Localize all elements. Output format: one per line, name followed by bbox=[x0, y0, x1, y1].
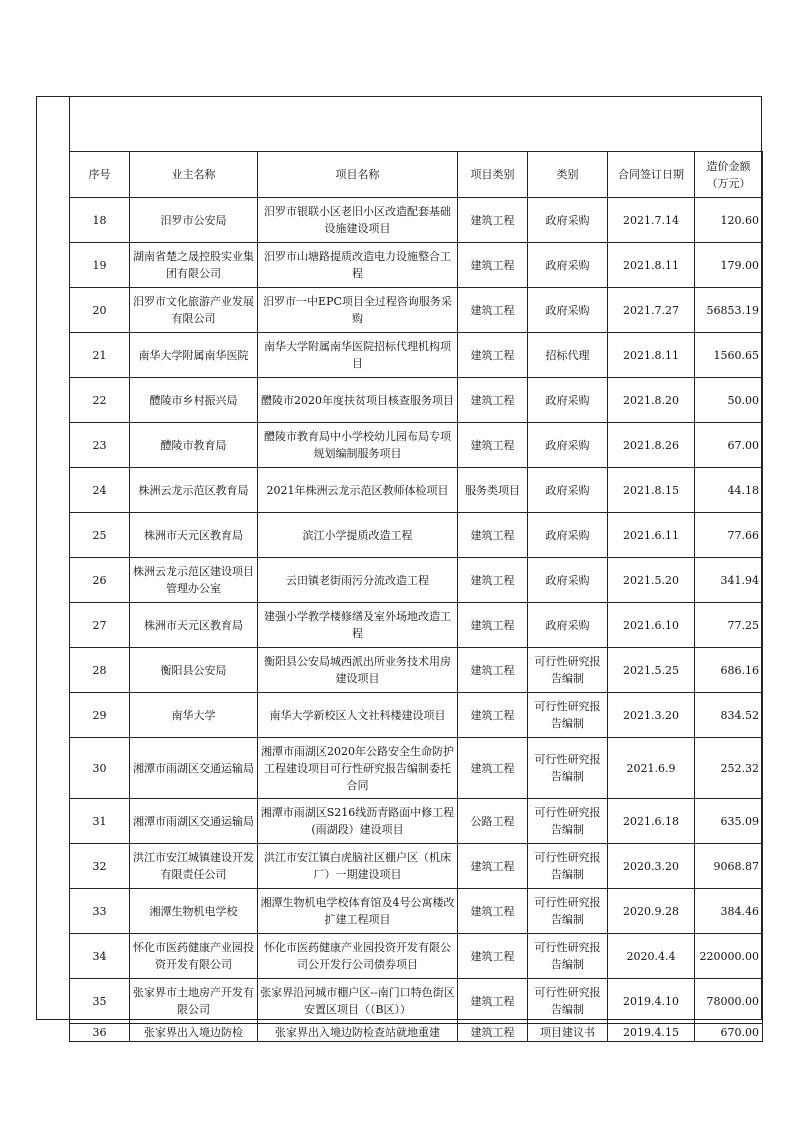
cell-category: 建筑工程 bbox=[458, 198, 528, 243]
table-row bbox=[70, 934, 763, 979]
cell-owner: 株洲云龙示范区教育局 bbox=[130, 468, 258, 513]
cell-type: 政府采购 bbox=[528, 423, 608, 468]
cell-owner: 株洲市天元区教育局 bbox=[130, 603, 258, 648]
cell-type: 政府采购 bbox=[528, 558, 608, 603]
cell-date: 2021.8.20 bbox=[608, 378, 695, 423]
cell-project: 醴陵市教育局中小学校幼儿园布局专项规划编制服务项目 bbox=[258, 423, 458, 468]
cell-date: 2021.5.20 bbox=[608, 558, 695, 603]
cell-no: 27 bbox=[70, 603, 130, 648]
header-date: 合同签订日期 bbox=[608, 152, 695, 198]
cell-owner: 醴陵市教育局 bbox=[130, 423, 258, 468]
cell-amount: 9068.87 bbox=[695, 844, 763, 889]
header-project: 项目名称 bbox=[258, 152, 458, 198]
cell-project: 2021年株洲云龙示范区教师体检项目 bbox=[258, 468, 458, 513]
table-row bbox=[70, 889, 763, 934]
cell-type: 政府采购 bbox=[528, 378, 608, 423]
cell-project: 衡阳县公安局城西派出所业务技术用房建设项目 bbox=[258, 648, 458, 693]
cell-category: 建筑工程 bbox=[458, 738, 528, 799]
cell-type: 可行性研究报告编制 bbox=[528, 738, 608, 799]
cell-project: 云田镇老街雨污分流改造工程 bbox=[258, 558, 458, 603]
cell-type: 可行性研究报告编制 bbox=[528, 693, 608, 738]
cell-date: 2019.4.15 bbox=[608, 1024, 695, 1042]
table-row bbox=[70, 288, 763, 333]
cell-owner: 张家界市土地房产开发有限公司 bbox=[130, 979, 258, 1024]
cell-type: 可行性研究报告编制 bbox=[528, 934, 608, 979]
cell-no: 28 bbox=[70, 648, 130, 693]
cell-category: 建筑工程 bbox=[458, 934, 528, 979]
cell-date: 2021.7.14 bbox=[608, 198, 695, 243]
cell-date: 2020.4.4 bbox=[608, 934, 695, 979]
cell-type: 政府采购 bbox=[528, 288, 608, 333]
cell-amount: 120.60 bbox=[695, 198, 763, 243]
table-row bbox=[70, 799, 763, 844]
cell-project: 汨罗市一中EPC项目全过程咨询服务采购 bbox=[258, 288, 458, 333]
cell-category: 公路工程 bbox=[458, 799, 528, 844]
cell-project: 建强小学教学楼修缮及室外场地改造工程 bbox=[258, 603, 458, 648]
cell-category: 建筑工程 bbox=[458, 513, 528, 558]
cell-amount: 1560.65 bbox=[695, 333, 763, 378]
cell-owner: 衡阳县公安局 bbox=[130, 648, 258, 693]
cell-owner: 汨罗市文化旅游产业发展有限公司 bbox=[130, 288, 258, 333]
cell-no: 32 bbox=[70, 844, 130, 889]
table-row bbox=[70, 844, 763, 889]
cell-date: 2021.3.20 bbox=[608, 693, 695, 738]
table-row bbox=[70, 648, 763, 693]
cell-owner: 湘潭生物机电学校 bbox=[130, 889, 258, 934]
cell-no: 25 bbox=[70, 513, 130, 558]
cell-no: 36 bbox=[70, 1024, 130, 1042]
table-row bbox=[70, 738, 763, 799]
cell-type: 招标代理 bbox=[528, 333, 608, 378]
cell-type: 政府采购 bbox=[528, 243, 608, 288]
cell-amount: 50.00 bbox=[695, 378, 763, 423]
cell-date: 2021.6.9 bbox=[608, 738, 695, 799]
cell-amount: 635.09 bbox=[695, 799, 763, 844]
cell-project: 洪江市安江镇白虎脑社区棚户区（机床厂）一期建设项目 bbox=[258, 844, 458, 889]
cell-project: 张家界沿河城市棚户区--南门口特色街区安置区项目（（B区）） bbox=[258, 979, 458, 1024]
cell-project: 湘潭市雨湖区2020年公路安全生命防护工程建设项目可行性研究报告编制委托合同 bbox=[258, 738, 458, 799]
cell-amount: 384.46 bbox=[695, 889, 763, 934]
cell-owner: 醴陵市乡村振兴局 bbox=[130, 378, 258, 423]
cell-date: 2021.8.11 bbox=[608, 243, 695, 288]
table-row bbox=[70, 198, 763, 243]
cell-amount: 670.00 bbox=[695, 1024, 763, 1042]
cell-amount: 220000.00 bbox=[695, 934, 763, 979]
cell-no: 33 bbox=[70, 889, 130, 934]
cell-category: 建筑工程 bbox=[458, 1024, 528, 1042]
cell-type: 政府采购 bbox=[528, 468, 608, 513]
table-row bbox=[70, 333, 763, 378]
cell-category: 建筑工程 bbox=[458, 423, 528, 468]
cell-no: 21 bbox=[70, 333, 130, 378]
cell-type: 可行性研究报告编制 bbox=[528, 844, 608, 889]
cell-date: 2021.5.25 bbox=[608, 648, 695, 693]
table-row bbox=[70, 1024, 763, 1042]
cell-amount: 56853.19 bbox=[695, 288, 763, 333]
cell-category: 建筑工程 bbox=[458, 243, 528, 288]
cell-amount: 686.16 bbox=[695, 648, 763, 693]
cell-date: 2021.8.15 bbox=[608, 468, 695, 513]
cell-category: 建筑工程 bbox=[458, 648, 528, 693]
cell-date: 2021.8.26 bbox=[608, 423, 695, 468]
cell-category: 建筑工程 bbox=[458, 603, 528, 648]
cell-category: 建筑工程 bbox=[458, 693, 528, 738]
cell-project: 醴陵市2020年度扶贫项目核查服务项目 bbox=[258, 378, 458, 423]
cell-owner: 洪江市安江城镇建设开发有限责任公司 bbox=[130, 844, 258, 889]
cell-owner: 汨罗市公安局 bbox=[130, 198, 258, 243]
table-row bbox=[70, 558, 763, 603]
cell-project: 湘潭生物机电学校体育馆及4号公寓楼改扩建工程项目 bbox=[258, 889, 458, 934]
cell-type: 可行性研究报告编制 bbox=[528, 799, 608, 844]
cell-no: 26 bbox=[70, 558, 130, 603]
cell-no: 20 bbox=[70, 288, 130, 333]
cell-project: 怀化市医药健康产业园投资开发有限公司公开发行公司债券项目 bbox=[258, 934, 458, 979]
cell-amount: 252.32 bbox=[695, 738, 763, 799]
cell-category: 建筑工程 bbox=[458, 378, 528, 423]
header-category: 项目类别 bbox=[458, 152, 528, 198]
cell-type: 项目建议书 bbox=[528, 1024, 608, 1042]
cell-type: 政府采购 bbox=[528, 198, 608, 243]
cell-amount: 341.94 bbox=[695, 558, 763, 603]
cell-category: 服务类项目 bbox=[458, 468, 528, 513]
cell-category: 建筑工程 bbox=[458, 558, 528, 603]
cell-category: 建筑工程 bbox=[458, 844, 528, 889]
cell-amount: 77.25 bbox=[695, 603, 763, 648]
cell-project: 南华大学新校区人文社科楼建设项目 bbox=[258, 693, 458, 738]
cell-owner: 湘潭市雨湖区交通运输局 bbox=[130, 738, 258, 799]
cell-amount: 67.00 bbox=[695, 423, 763, 468]
table-row bbox=[70, 693, 763, 738]
cell-owner: 湖南省楚之晟控股实业集团有限公司 bbox=[130, 243, 258, 288]
table-top-band bbox=[70, 97, 761, 151]
cell-date: 2021.6.18 bbox=[608, 799, 695, 844]
cell-no: 34 bbox=[70, 934, 130, 979]
table-row bbox=[70, 378, 763, 423]
cell-type: 政府采购 bbox=[528, 513, 608, 558]
table-row bbox=[70, 513, 763, 558]
cell-type: 可行性研究报告编制 bbox=[528, 648, 608, 693]
cell-date: 2020.3.20 bbox=[608, 844, 695, 889]
cell-category: 建筑工程 bbox=[458, 889, 528, 934]
cell-type: 可行性研究报告编制 bbox=[528, 889, 608, 934]
cell-date: 2019.4.10 bbox=[608, 979, 695, 1024]
cell-project: 滨江小学提质改造工程 bbox=[258, 513, 458, 558]
cell-no: 29 bbox=[70, 693, 130, 738]
cell-owner: 湘潭市雨湖区交通运输局 bbox=[130, 799, 258, 844]
contract-table bbox=[69, 151, 763, 1042]
cell-owner: 怀化市医药健康产业园投资开发有限公司 bbox=[130, 934, 258, 979]
cell-no: 22 bbox=[70, 378, 130, 423]
cell-no: 23 bbox=[70, 423, 130, 468]
cell-owner: 株洲云龙示范区建设项目管理办公室 bbox=[130, 558, 258, 603]
table-row bbox=[70, 468, 763, 513]
cell-project: 汨罗市山塘路提质改造电力设施整合工程 bbox=[258, 243, 458, 288]
header-type: 类别 bbox=[528, 152, 608, 198]
cell-date: 2021.6.10 bbox=[608, 603, 695, 648]
header-owner: 业主名称 bbox=[130, 152, 258, 198]
cell-project: 湘潭市雨湖区S216线沥青路面中修工程(雨湖段）建设项目 bbox=[258, 799, 458, 844]
cell-amount: 834.52 bbox=[695, 693, 763, 738]
cell-project: 张家界出入境边防检查站就地重建 bbox=[258, 1024, 458, 1042]
cell-no: 30 bbox=[70, 738, 130, 799]
cell-type: 可行性研究报告编制 bbox=[528, 979, 608, 1024]
cell-amount: 179.00 bbox=[695, 243, 763, 288]
cell-amount: 78000.00 bbox=[695, 979, 763, 1024]
cell-date: 2021.6.11 bbox=[608, 513, 695, 558]
cell-category: 建筑工程 bbox=[458, 979, 528, 1024]
cell-amount: 77.66 bbox=[695, 513, 763, 558]
table-row bbox=[70, 979, 763, 1024]
table-header-row bbox=[70, 152, 763, 198]
cell-owner: 南华大学 bbox=[130, 693, 258, 738]
table-row bbox=[70, 603, 763, 648]
header-amount: 造价金额（万元） bbox=[695, 152, 763, 198]
cell-no: 24 bbox=[70, 468, 130, 513]
header-no: 序号 bbox=[70, 152, 130, 198]
cell-project: 汨罗市银联小区老旧小区改造配套基础设施建设项目 bbox=[258, 198, 458, 243]
cell-amount: 44.18 bbox=[695, 468, 763, 513]
cell-owner: 南华大学附属南华医院 bbox=[130, 333, 258, 378]
table-row bbox=[70, 423, 763, 468]
cell-no: 35 bbox=[70, 979, 130, 1024]
cell-owner: 张家界出入境边防检 bbox=[130, 1024, 258, 1042]
cell-date: 2021.7.27 bbox=[608, 288, 695, 333]
cell-category: 建筑工程 bbox=[458, 333, 528, 378]
cell-no: 18 bbox=[70, 198, 130, 243]
cell-project: 南华大学附属南华医院招标代理机构项目 bbox=[258, 333, 458, 378]
cell-owner: 株洲市天元区教育局 bbox=[130, 513, 258, 558]
cell-no: 31 bbox=[70, 799, 130, 844]
cell-category: 建筑工程 bbox=[458, 288, 528, 333]
cell-date: 2020.9.28 bbox=[608, 889, 695, 934]
cell-type: 政府采购 bbox=[528, 603, 608, 648]
cell-date: 2021.8.11 bbox=[608, 333, 695, 378]
table-row bbox=[70, 243, 763, 288]
cell-no: 19 bbox=[70, 243, 130, 288]
